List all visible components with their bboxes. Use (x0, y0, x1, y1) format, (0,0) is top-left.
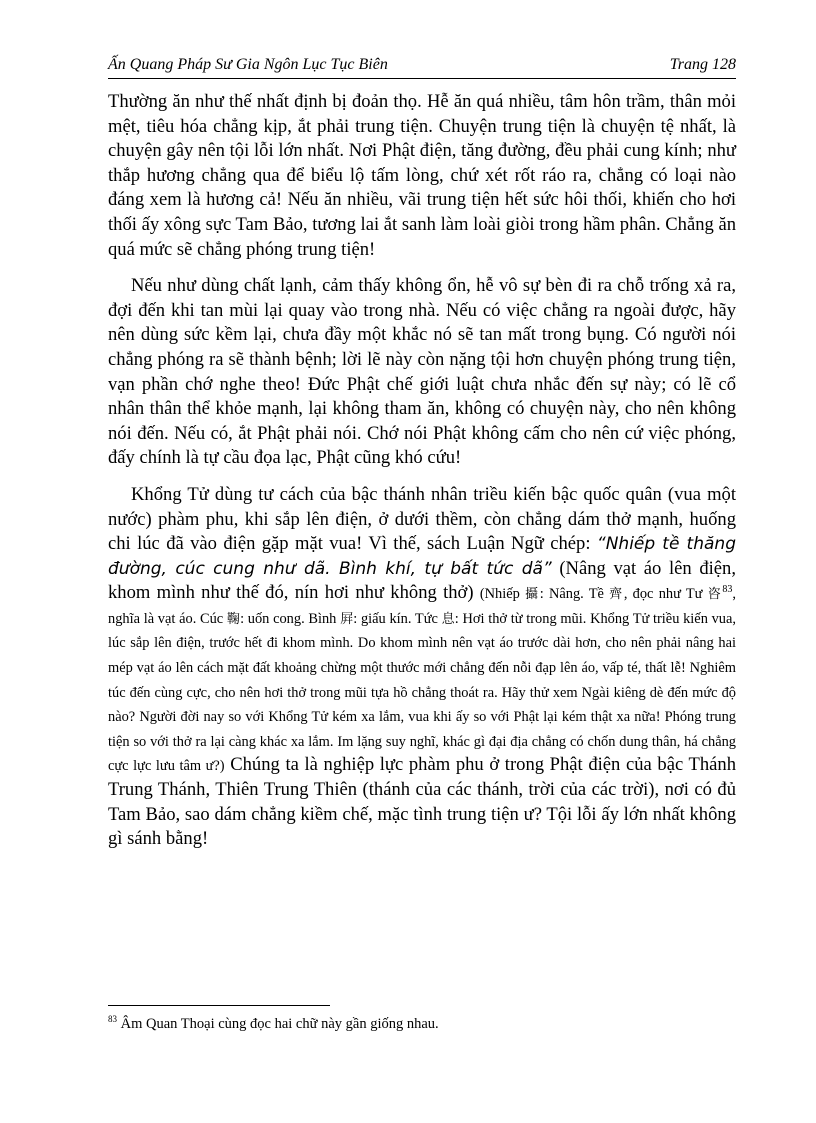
page-number: Trang 128 (669, 56, 736, 73)
paragraph-3 (108, 483, 736, 852)
book-title: Ấn Quang Pháp Sư Gia Ngôn Lục Tục Biên (108, 56, 388, 73)
paragraph-2: Nếu như dùng chất lạnh, cảm thấy không ổn, hễ vô sự bèn đi ra chỗ trống xả ra, đợi đến khi tan mùi lại quay vào trong nhà. Nếu có việc chẳng ra ngoài được, hãy nên dùng sức kềm lại, chưa đầy một khắc nó sẽ tan mất trong bụng. Có người nói chẳng phóng ra sẽ thành bệnh; lời lẽ này còn nặng tội hơn chuyện phóng trung tiện, vạn phần chớ nghe theo! Đức Phật chế giới luật chưa nhắc đến sự này; có lẽ cổ nhân thân thể khỏe mạnh, lại không tham ăn, không có chuyện này, cho nên không nói đến. Nếu có, ắt Phật phải nói. Chớ nói Phật không cấm cho nên cứ việc phóng, đấy chính là tự cầu đọa lạc, Phật cũng khó cứu! (108, 275, 736, 469)
footnote-separator (108, 1005, 330, 1006)
note-text: (Nhiếp (479, 586, 526, 603)
chinese-char: 攝 (525, 587, 540, 603)
chinese-char: 屛 (340, 611, 354, 627)
note-text: , đọc như Tư (623, 586, 708, 603)
footnote-text: Âm Quan Thoại cùng đọc hai chữ này gần giống nhau. (117, 1016, 439, 1032)
note-text: : Nâng. Tề (539, 586, 610, 603)
chinese-char: 咨 (707, 587, 723, 603)
quote-translation: (Nâng vạt áo lên điện, khom mình như thế đó, nín hơi như không thở) (108, 557, 736, 604)
note-text: , nghĩa là vạt áo. Cúc (108, 586, 736, 627)
footnote (108, 1016, 439, 1033)
explanatory-note (108, 586, 736, 774)
note-text: : Hơi thở từ trong mũi. Khổng Tử triều kiến vua, lúc sắp lên điện, trước hết đi khom mình. Do khom mình nên vạt áo trước dài hơn, cho nên phải nâng hai mép vạt áo lên cách mặt đất khoảng chừng một thước mới chẳng đến nỗi đạp lên áo, vấp té, thất lễ! Nghiêm túc đến cùng cực, cho nên hơi thở trong mũi tựa hồ chẳng thoát ra. Hãy thử xem Ngài kiêng dè đến mức độ nào? Người đời nay so với Khổng Tử kém xa lắm, vua khi ấy so với Phật lại kém thật xa nữa! Phóng trung tiện so với thở ra lại càng khác xa lắm. Im lặng suy nghĩ, khác gì đại địa chẳng có chốn dung thân, há chẳng cực lực lưu tâm ư?) (108, 610, 736, 775)
page-body (108, 90, 736, 864)
chinese-char: 鞠 (226, 611, 241, 627)
footnote-number: 83 (108, 1014, 117, 1025)
paragraph-3-lead: Khổng Tử dùng tư cách của bậc thánh nhân triều kiến bậc quốc quân (vua một nước) phàm phu, khi sắp lên điện, ở dưới thềm, còn chẳng dám thở mạnh, huống chi lúc đã vào điện gặp mặt vua! Vì thế, sách Luận Ngữ chép: (108, 483, 736, 555)
note-text: : uốn cong. Bình (240, 610, 341, 627)
chinese-char: 息 (441, 611, 455, 627)
note-text: : giấu kín. Tức (353, 610, 442, 627)
chinese-char: 齊 (609, 587, 624, 603)
footnote-ref[interactable]: 83 (722, 584, 733, 596)
paragraph-3-tail: Chúng ta là nghiệp lực phàm phu ở trong Phật điện của bậc Thánh Trung Thánh, Thiên Trung Thiên (thánh của các thánh, trời của các trời), nơi có đủ Tam Bảo, sao dám chẳng kiềm chế, mặc tình trung tiện ư? Tội lỗi ấy lớn nhất không gì sánh bằng! (108, 754, 736, 850)
running-header (108, 56, 736, 79)
analects-quote: “Nhiếp tề thăng đường, cúc cung như dã. Bình khí, tự bất tức dã” (108, 534, 736, 579)
paragraph-1: Thường ăn như thế nhất định bị đoản thọ. Hễ ăn quá nhiều, tâm hôn trầm, thân mỏi mệt, tiêu hóa chẳng kịp, ắt phải trung tiện. Chuyện trung tiện là chuyện tệ nhất, là chuyện gây nên tội lỗi lớn nhất. Nơi Phật điện, tăng đường, đều phải cung kính; như thắp hương chẳng qua để biểu lộ tấm lòng, chứ xét rốt ráo ra, chẳng có loại nào đáng xem là hương cả! Nếu ăn nhiều, vãi trung tiện hết sức hôi thối, khiến cho hơi thối ấy xông sực Tam Bảo, tương lai ắt sanh làm loài giòi trong hầm phân. Chẳng ăn quá mức sẽ chẳng phóng trung tiện! (108, 91, 736, 260)
